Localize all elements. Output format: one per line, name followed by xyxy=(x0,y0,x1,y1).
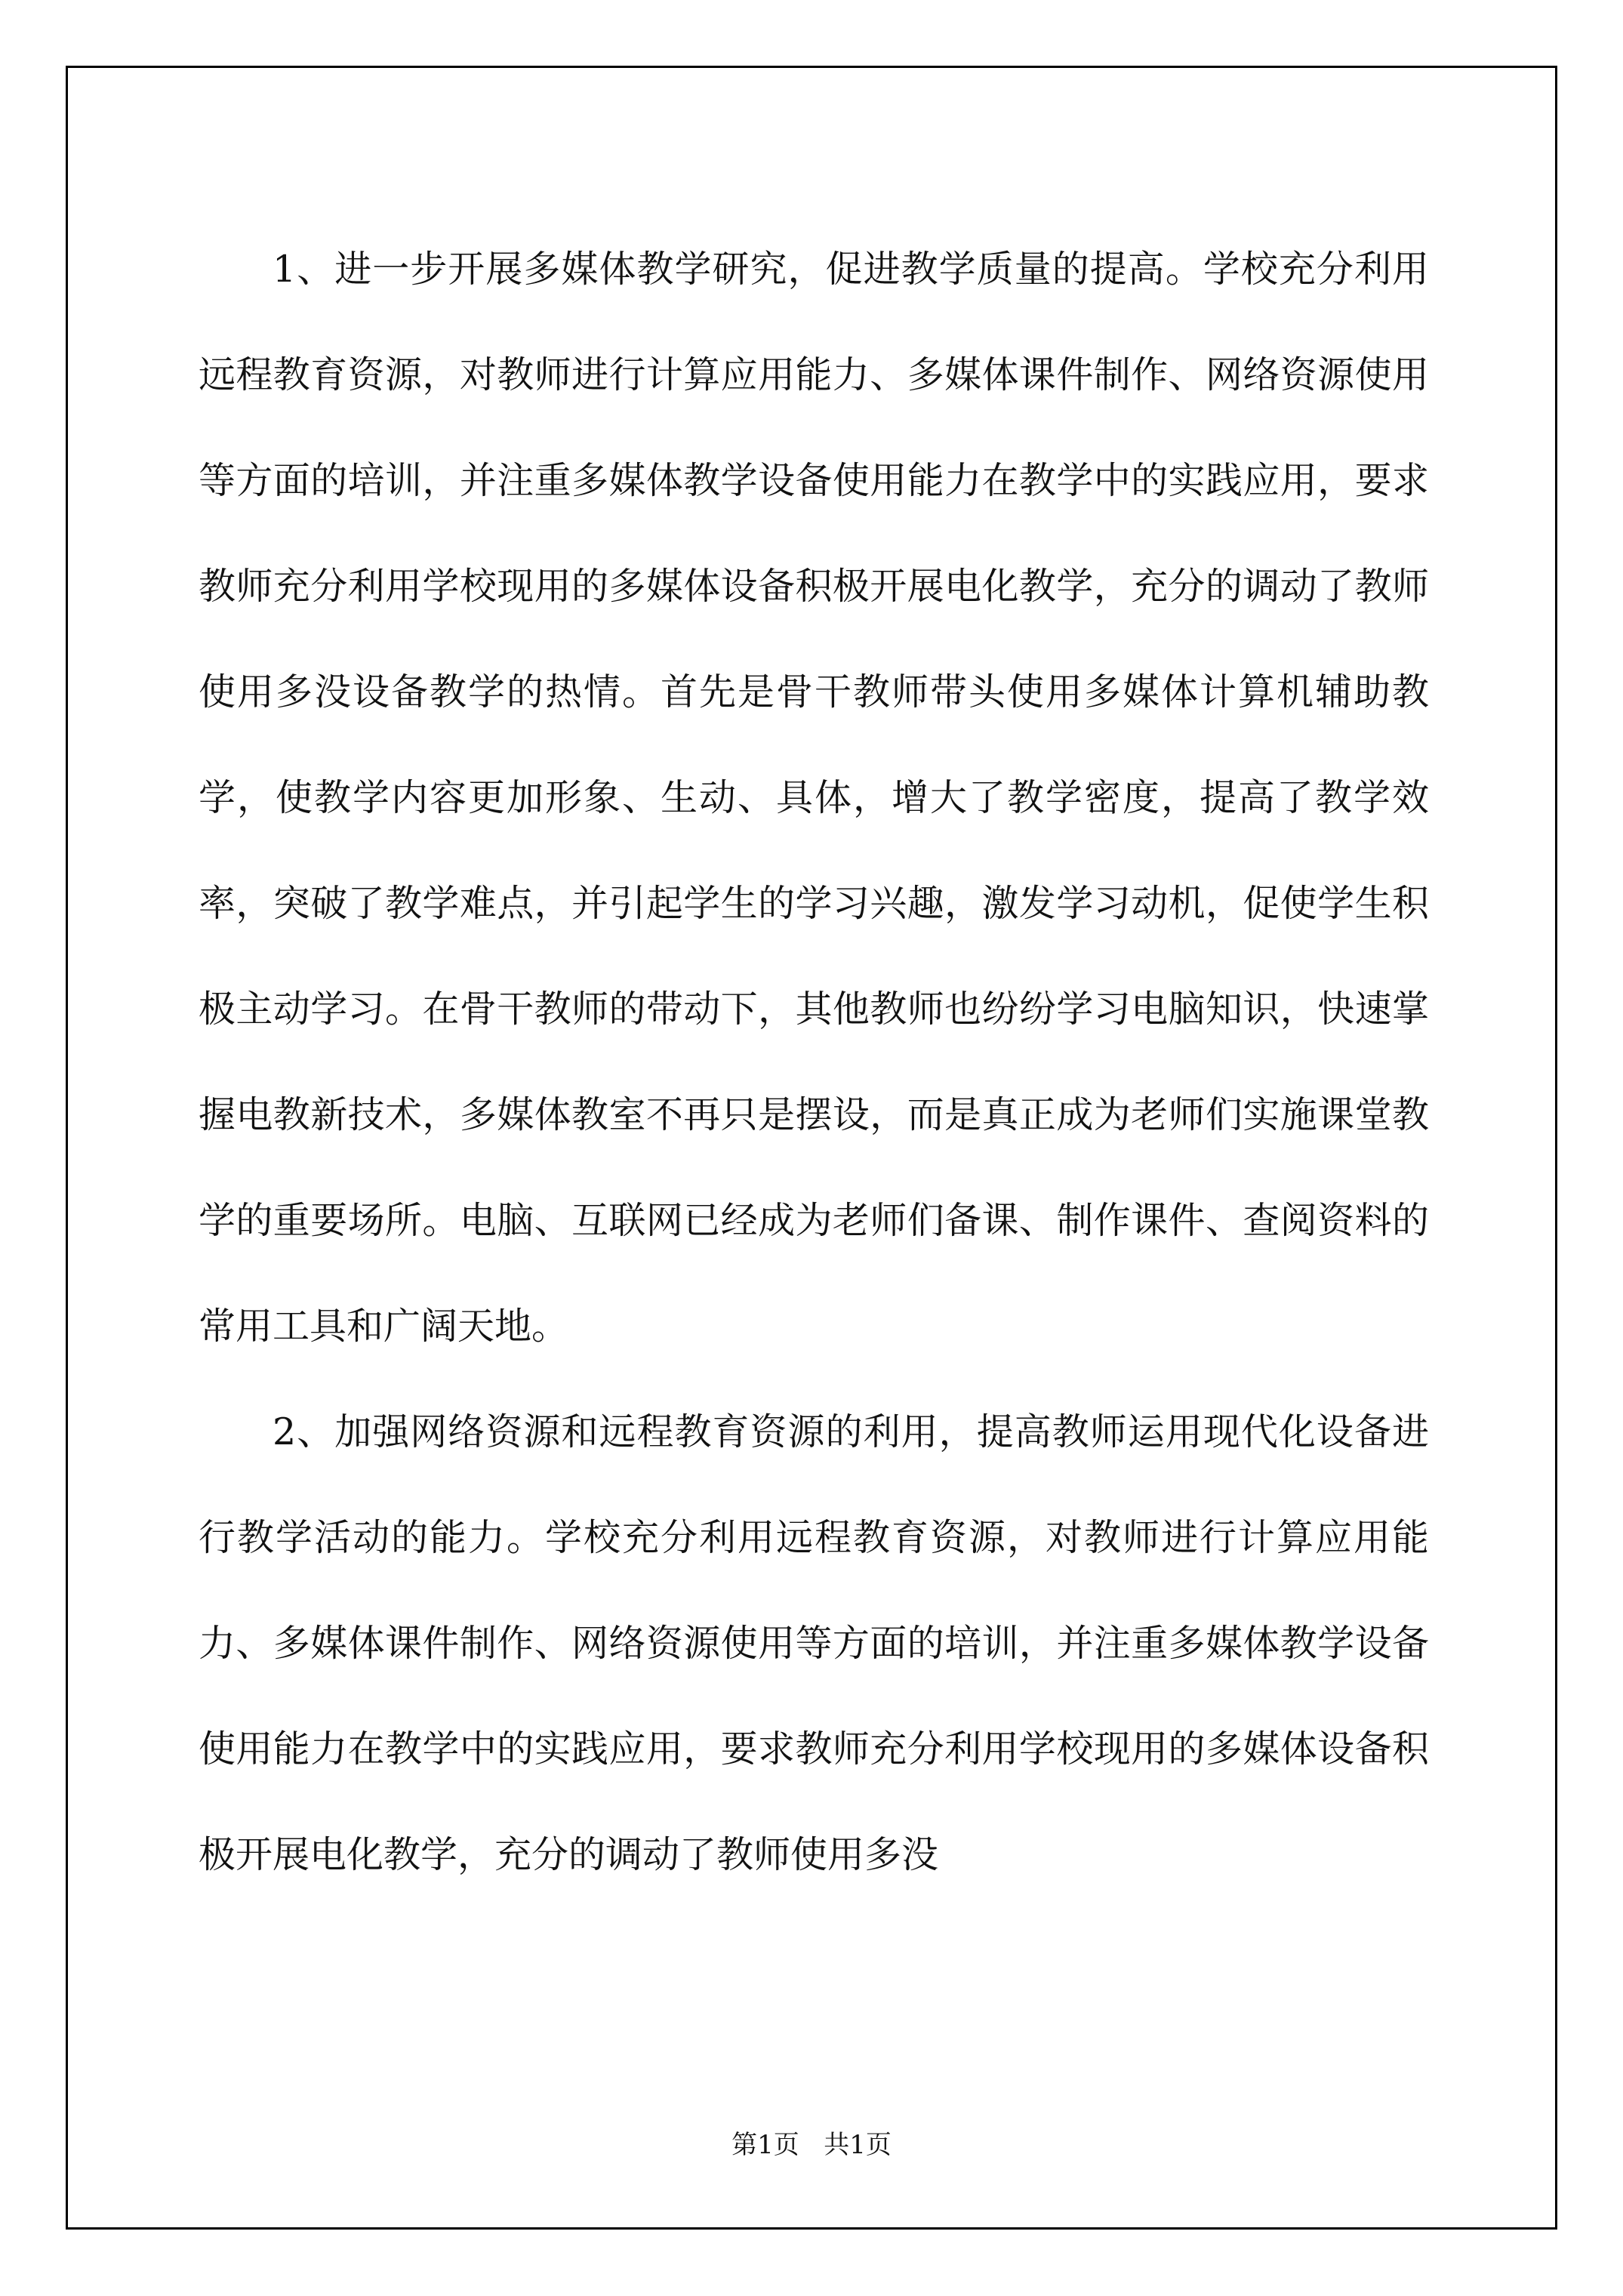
page-number-footer: 第1页 共1页 xyxy=(731,2130,892,2160)
document-body xyxy=(199,217,1429,1908)
paragraph-2: 2、加强网络资源和远程教育资源的利用，提高教师运用现代化设备进行教学活动的能力。学校充分利用远程教育资源，对教师进行计算应用能力、多媒体课件制作、网络资源使用等方面的培训，并注重多媒体教学设备使用能力在教学中的实践应用，要求教师充分利用学校现用的多媒体设备积极开展电化教学，充分的调动了教师使用多没 xyxy=(199,1410,1429,1876)
paragraph-1: 1、进一步开展多媒体教学研究，促进教学质量的提高。学校充分利用远程教育资源，对教师进行计算应用能力、多媒体课件制作、网络资源使用等方面的培训，并注重多媒体教学设备使用能力在教学中的实践应用，要求教师充分利用学校现用的多媒体设备积极开展电化教学，充分的调动了教师使用多没设备教学的热情。首先是骨干教师带头使用多媒体计算机辅助教学，使教学内容更加形象、生动、具体，增大了教学密度，提高了教学效率，突破了教学难点，并引起学生的学习兴趣，激发学习动机，促使学生积极主动学习。在骨干教师的带动下，其他教师也纷纷学习电脑知识，快速掌握电教新技术，多媒体教室不再只是摆设，而是真正成为老师们实施课堂教学的重要场所。电脑、互联网已经成为老师们备课、制作课件、查阅资料的常用工具和广阔天地。 xyxy=(199,248,1429,1348)
